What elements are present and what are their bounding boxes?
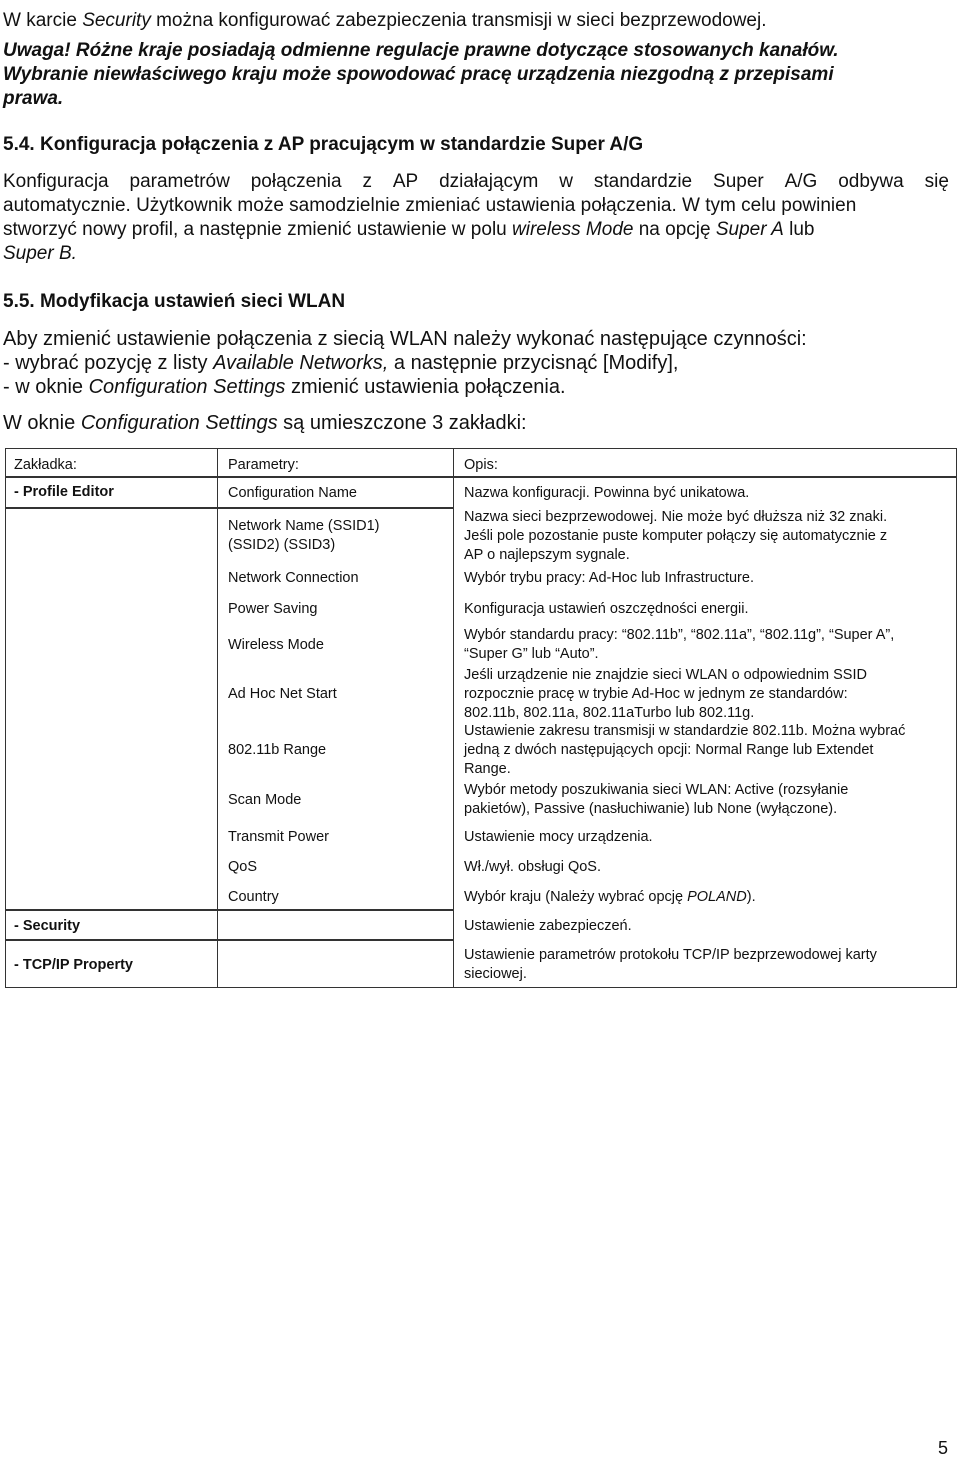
desc-country (464, 888, 756, 907)
desc-ad-hoc-1: Jeśli urządzenie nie znajdzie sieci WLAN o odpowiednim SSID (464, 667, 867, 683)
tab-profile-editor: - Profile Editor (14, 484, 114, 500)
row-separator (217, 507, 453, 509)
tab-security: - Security (14, 918, 81, 934)
param-country: Country (228, 889, 279, 905)
page-number: 5 (937, 1438, 948, 1458)
option-name: Super A (715, 219, 784, 240)
paragraph-word: działającym (439, 171, 539, 192)
header-separator (6, 476, 956, 478)
desc-network-name-1: Nazwa sieci bezprzewodowej. Nie może być dłuższa niż 32 znaki. (464, 509, 888, 525)
section-5-4-paragraph-line-3 (3, 218, 949, 242)
text: - w oknie (3, 376, 89, 398)
poland-option: POLAND (687, 889, 747, 905)
row-separator (6, 507, 217, 509)
section-heading-5-5: 5.5. Modyfikacja ustawień sieci WLAN (3, 291, 346, 312)
section-5-4-paragraph-line-1 (3, 170, 949, 194)
configuration-settings-term: Configuration Settings (80, 412, 278, 434)
section-5-5-line-2 (3, 351, 678, 375)
desc-range-2: jedną z dwóch następujących opcji: Normal Range lub Extendet (464, 742, 874, 758)
desc-network-name-2: Jeśli pole pozostanie puste komputer połączy się automatycznie z (464, 528, 888, 544)
param-network-name-2: (SSID2) (SSID3) (228, 537, 336, 553)
desc-wireless-mode-2: “Super G” lub “Auto”. (464, 646, 599, 662)
row-separator (6, 909, 217, 911)
paragraph-word: AP (392, 171, 419, 192)
section-5-4-paragraph-line-4: Super B. (3, 243, 77, 264)
paragraph-word: połączenia (250, 171, 342, 192)
param-scan-mode: Scan Mode (228, 792, 302, 808)
param-network-connection: Network Connection (228, 570, 359, 586)
available-networks-term: Available Networks, (213, 352, 389, 374)
warning-line-2: Wybranie niewłaściwego kraju może spowodować pracę urządzenia niezgodną z przepisami (3, 64, 834, 85)
paragraph-word: w (559, 171, 573, 192)
text: W karcie (3, 10, 83, 31)
text: można konfigurować zabezpieczenia transmisji w sieci bezprzewodowej. (150, 10, 767, 31)
warning-line-1 (3, 39, 839, 63)
tabs-table (5, 448, 957, 988)
desc-scan-mode-1: Wybór metody poszukiwania sieci WLAN: Active (rozsyłanie (464, 782, 849, 798)
section-5-5-line-1: Aby zmienić ustawienie połączenia z siecią WLAN należy wykonać następujące czynności: (3, 328, 807, 350)
row-separator (217, 909, 453, 911)
param-power-saving: Power Saving (228, 601, 318, 617)
paragraph-word: Konfiguracja (3, 171, 109, 192)
desc-network-connection: Wybór trybu pracy: Ad-Hoc lub Infrastructure. (464, 570, 754, 586)
header-desc: Opis: (464, 457, 498, 473)
desc-ad-hoc-2: rozpocznie pracę w trybie Ad-Hoc w jednym ze standardów: (464, 686, 848, 702)
desc-transmit-power: Ustawienie mocy urządzenia. (464, 829, 653, 845)
desc-range-3: Range. (464, 761, 511, 777)
row-separator (6, 939, 217, 941)
paragraph-word: A/G (784, 171, 818, 192)
desc-range-1: Ustawienie zakresu transmisji w standardzie 802.11b. Można wybrać (464, 723, 906, 739)
column-divider (217, 449, 218, 987)
param-network-name-1: Network Name (SSID1) (228, 518, 380, 534)
section-heading-5-4: 5.4. Konfiguracja połączenia z AP pracującym w standardzie Super A/G (3, 134, 644, 155)
desc-power-saving: Konfiguracja ustawień oszczędności energii. (464, 601, 749, 617)
warning-line-3: prawa. (3, 88, 64, 109)
security-intro-line (3, 9, 767, 33)
text: lub (783, 219, 815, 240)
desc-security: Ustawienie zabezpieczeń. (464, 918, 632, 934)
param-range: 802.11b Range (228, 742, 327, 758)
section-5-5-line-3 (3, 375, 566, 399)
text: stworzyć nowy profil, a następnie zmienić ustawienie w polu (3, 219, 513, 240)
param-qos: QoS (228, 859, 258, 875)
desc-tcpip-1: Ustawienie parametrów protokołu TCP/IP bezprzewodowej karty (464, 947, 877, 963)
text: a następnie przycisnąć [Modify], (388, 352, 679, 374)
text: są umieszczone 3 zakładki: (277, 412, 527, 434)
paragraph-word: odbywa (838, 171, 904, 192)
section-5-5-line-4 (3, 411, 527, 435)
warning-text: Różne kraje posiadają odmienne regulacje prawne dotyczące stosowanych kanałów. (70, 40, 839, 61)
column-divider (453, 449, 454, 987)
paragraph-word: parametrów (129, 171, 230, 192)
paragraph-word: Super (713, 171, 764, 192)
paragraph-word: się (924, 171, 949, 192)
text: Wybór kraju (Należy wybrać opcję (464, 889, 688, 905)
security-term: Security (82, 10, 151, 31)
param-transmit-power: Transmit Power (228, 829, 329, 845)
header-params: Parametry: (228, 457, 299, 473)
text: W oknie (3, 412, 81, 434)
paragraph-word: standardzie (593, 171, 693, 192)
tab-tcpip-property: - TCP/IP Property (14, 957, 133, 973)
header-tab: Zakładka: (14, 457, 77, 473)
desc-wireless-mode-1: Wybór standardu pracy: “802.11b”, “802.11a”, “802.11g”, “Super A”, (464, 627, 895, 643)
text: ). (746, 889, 756, 905)
param-ad-hoc: Ad Hoc Net Start (228, 686, 337, 702)
desc-network-name-3: AP o najlepszym sygnale. (464, 547, 630, 563)
text: - wybrać pozycję z listy (3, 352, 214, 374)
desc-scan-mode-2: pakietów), Passive (nasłuchiwanie) lub None (wyłączone). (464, 801, 838, 817)
desc-configuration-name: Nazwa konfiguracji. Powinna być unikatowa. (464, 485, 750, 501)
configuration-settings-term: Configuration Settings (88, 376, 286, 398)
param-configuration-name: Configuration Name (228, 485, 357, 501)
desc-qos: Wł./wył. obsługi QoS. (464, 859, 601, 875)
text: zmienić ustawienia połączenia. (285, 376, 566, 398)
warning-label: Uwaga! (3, 40, 71, 61)
desc-ad-hoc-3: 802.11b, 802.11a, 802.11aTurbo lub 802.11g. (464, 705, 755, 721)
field-name: wireless Mode (512, 219, 634, 240)
param-wireless-mode: Wireless Mode (228, 637, 324, 653)
row-separator (217, 939, 453, 941)
paragraph-word: z (362, 171, 372, 192)
desc-tcpip-2: sieciowej. (464, 966, 527, 982)
text: na opcję (633, 219, 716, 240)
section-5-4-paragraph-line-2: automatycznie. Użytkownik może samodzielnie zmieniać ustawienia połączenia. W tym celu powinien (3, 195, 857, 216)
